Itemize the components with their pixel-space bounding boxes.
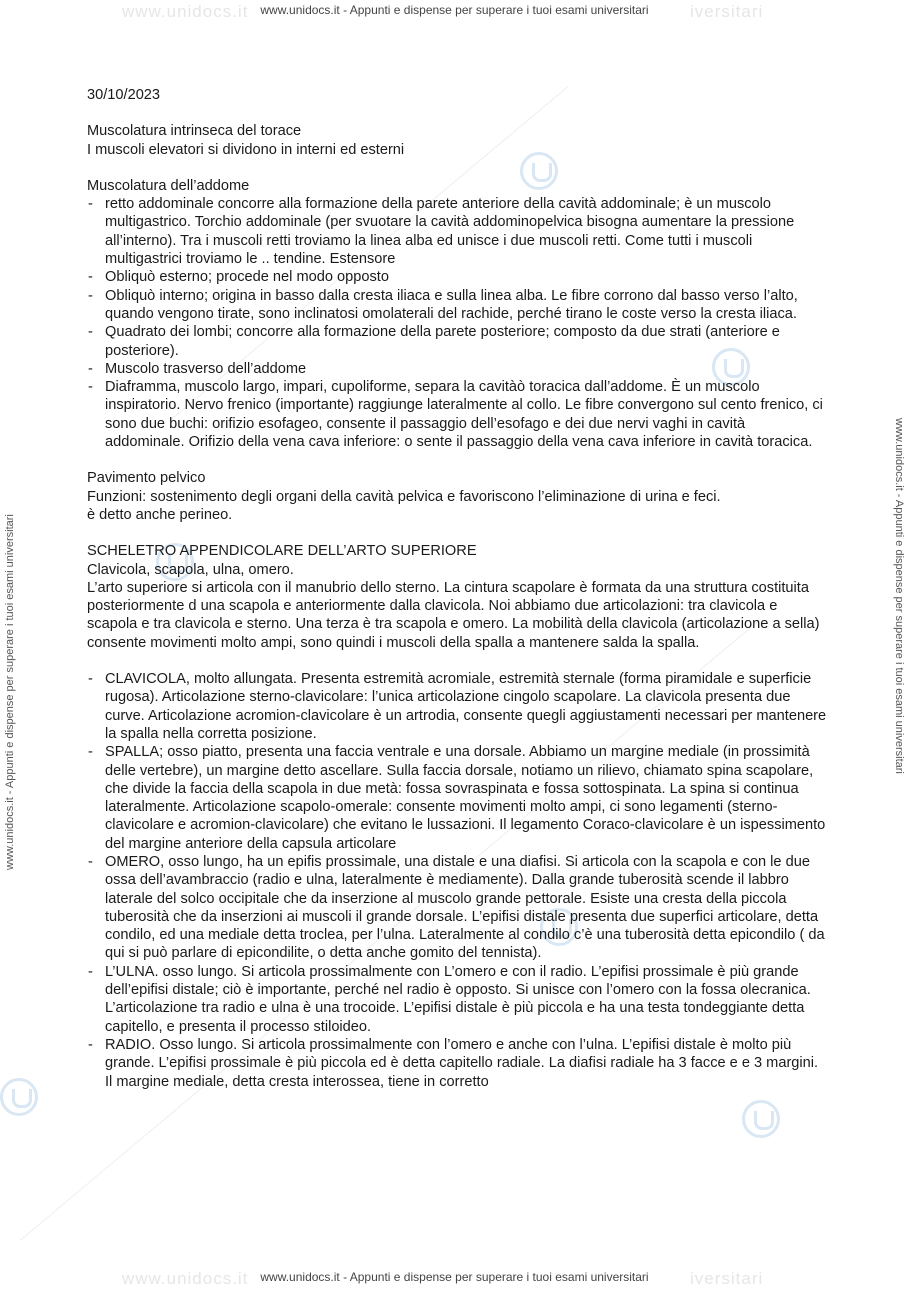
watermark-footer bbox=[0, 1269, 909, 1288]
list-item: - L’ULNA. osso lungo. Si articola prossimalmente con L’omero e con il radio. L’epifisi prossimale è più grande dell’epifisi distale; ciò è importante, perché nel radio è opposto. Si unisce con l’omero con la fossa olecranica. L’articolazione tra radio e ulna è una trocoide. L’epifisi distale è più piccola e ha una testa tondeggiante detta capitello, e presenta il processo stiloideo. bbox=[87, 963, 827, 1036]
unidocs-logo-icon bbox=[0, 1078, 38, 1116]
watermark-ghost-text: www.unidocs.it bbox=[122, 1269, 249, 1288]
paragraph: è detto anche perineo. bbox=[87, 506, 233, 523]
watermark-footer-text: www.unidocs.it - Appunti e dispense per superare i tuoi esami universitari bbox=[260, 1270, 649, 1284]
watermark-ghost-text: www.unidocs.it bbox=[122, 2, 249, 21]
document-body bbox=[87, 86, 827, 1091]
watermark-header bbox=[0, 2, 909, 21]
list-item: - Diaframma, muscolo largo, impari, cupoliforme, separa la cavitàò toracica dall’addome. È un muscolo inspiratorio. Nervo frenico (importante) raggiunge lateralmente al collo. Le fibre convergono sul cento frenico, ci sono due buchi: orifizio esofageo, consente il passaggio dell’esofago e dei due nervi vaghi in cavità addominale. Orifizio della vena cava inferiore: o sente il passaggio della vena cava inferiore in cavità toracica. bbox=[87, 378, 827, 451]
watermark-left-side: www.unidocs.it - Appunti e dispense per superare i tuoi esami universitari bbox=[4, 514, 16, 870]
bullet-list bbox=[87, 670, 827, 1091]
list-item: - RADIO. Osso lungo. Si articola prossimalmente con l’omero e anche con l’ulna. L’epifisi distale è molto più grande. L’epifisi prossimale è più piccola ed è detta capitello radiale. La diafisi radiale ha 3 facce e e 3 margini. Il margine mediale, detta cresta interossea, tiene in corretto bbox=[87, 1036, 827, 1091]
watermark-header-text: www.unidocs.it - Appunti e dispense per superare i tuoi esami universitari bbox=[260, 3, 649, 17]
document-date: 30/10/2023 bbox=[87, 87, 161, 103]
paragraph: I muscoli elevatori si dividono in interni ed esterni bbox=[87, 141, 405, 158]
watermark-ghost-text: iversitari bbox=[690, 1269, 764, 1288]
section-title: Pavimento pelvico bbox=[87, 470, 206, 487]
section-title: Muscolatura dell’addome bbox=[87, 177, 250, 194]
list-item: - Muscolo trasverso dell’addome bbox=[87, 360, 827, 378]
section-title: SCHELETRO APPENDICOLARE DELL’ARTO SUPERIORE bbox=[87, 543, 477, 560]
section-subtitle: Clavicola, scapola, ulna, omero. bbox=[87, 561, 294, 578]
watermark-right-side: www.unidocs.it - Appunti e dispense per superare i tuoi esami universitari bbox=[893, 418, 905, 774]
list-item: - Quadrato dei lombi; concorre alla formazione della parete posteriore; composto da due strati (anteriore e posteriore). bbox=[87, 323, 827, 360]
list-item: - OMERO, osso lungo, ha un epifis prossimale, una distale e una diafisi. Si articola con la scapola e con le due ossa dell’avambraccio (radio e ulna, lateralmente è mediamente). Dalla grande tuberosità scende il labbro laterale del solco occipitale che da inserzione al muscolo grande pettorale. Esiste una cresta della piccola tuberosità che da inserzioni ai muscoli il grande dorsale. L’epifisi distale presenta due superfici articolare, detta condilo, ed una mediale detta troclea, per l’ulna. Lateralmente al condilo c’è una tuberosità detta epicondilo ( da qui si può parlare di epicondilite, o detta anche gomito del tennista). bbox=[87, 853, 827, 963]
list-item: - Obliquò interno; origina in basso dalla cresta iliaca e sulla linea alba. Le fibre corrono dal basso verso l’alto, quando vengono tirate, sono inclinatosi omolaterali del rachide, perché tirano le coste verso la cresta iliaca. bbox=[87, 287, 827, 324]
section-title: Muscolatura intrinseca del torace bbox=[87, 123, 302, 140]
list-item: - CLAVICOLA, molto allungata. Presenta estremità acromiale, estremità sternale (forma piramidale e superficie rugosa). Articolazione sterno-clavicolare: l’unica articolazione cingolo scapolare. La clavicola presenta due curve. Articolazione acromion-clavicolare è un artrodia, consente quegli aggiustamenti necessari per mantenere la spalla nella corretta posizione. bbox=[87, 670, 827, 743]
paragraph: L’arto superiore si articola con il manubrio dello sterno. La cintura scapolare è formata da una struttura costituita posteriormente d una scapola e anteriormente dalla clavicola. Noi abbiamo due articolazioni: tra clavicola e scapola e tra clavicola e sterno. Una terza è tra scapola e omero. La mobilità della clavicola (articolazione a sella) consente movimenti molto ampi, sono quindi i muscoli della spalla a mantenere salda la spalla. bbox=[87, 579, 820, 651]
bullet-list bbox=[87, 195, 827, 451]
watermark-ghost-text: iversitari bbox=[690, 2, 764, 21]
list-item: - retto addominale concorre alla formazione della parete anteriore della cavità addominale; è un muscolo multigastrico. Torchio addominale (per svuotare la cavità addominopelvica bisogna aumentare la pressione all’interno). Tra i muscoli retti troviamo la linea alba ed unisce i due muscoli retti. Come tutti i muscoli multigastrici troviamo le .. tendine. Estensore bbox=[87, 195, 827, 268]
paragraph: Funzioni: sostenimento degli organi della cavità pelvica e favoriscono l’eliminazione di urina e feci. bbox=[87, 488, 721, 505]
list-item: - Obliquò esterno; procede nel modo opposto bbox=[87, 268, 827, 286]
unidocs-logo-icon bbox=[742, 1100, 780, 1138]
list-item: - SPALLA; osso piatto, presenta una faccia ventrale e una dorsale. Abbiamo un margine mediale (in prossimità delle vertebre), un margine detto ascellare. Sulla faccia dorsale, notiamo un rilievo, chiamato spina scapolare, che divide la faccia della scapola in due metà: fossa sovraspinata e fossa sottospinata. La spina si continua lateralmente. Articolazione scapolo-omerale: consente movimenti molto ampi, ci sono legamenti (sterno-clavicolare e acromion-clavicolare) che evitano le lussazioni. Il legamento Coraco-clavicolare è un ispessimento del margine anteriore della capsula articolare bbox=[87, 743, 827, 853]
